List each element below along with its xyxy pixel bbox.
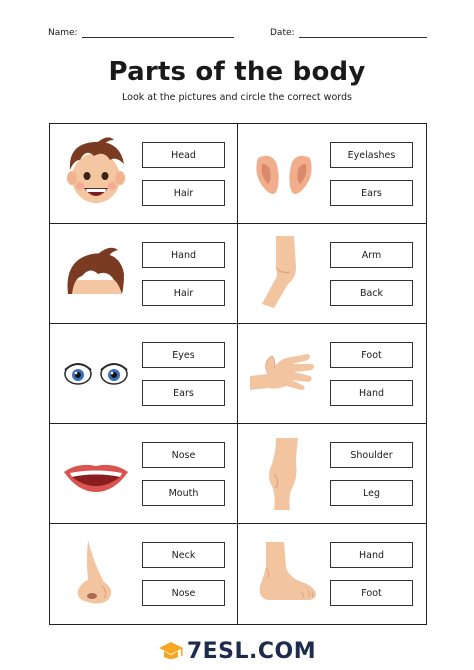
date-line[interactable] — [299, 27, 427, 38]
option-box[interactable]: Hand — [142, 242, 225, 268]
date-field[interactable] — [270, 27, 427, 38]
elbow-leg-icon — [246, 434, 322, 512]
option-box[interactable]: Head — [142, 142, 225, 168]
exercise-cell — [238, 424, 426, 524]
footer — [0, 636, 474, 666]
exercise-cell — [238, 124, 426, 224]
arm-icon — [246, 234, 322, 312]
hair-icon — [58, 234, 134, 312]
option-box[interactable]: Neck — [142, 542, 225, 568]
brand-name: 7ESL.COM — [186, 638, 317, 664]
graduation-cap-icon — [158, 640, 184, 662]
exercise-grid — [49, 123, 427, 625]
option-box[interactable]: Eyelashes — [330, 142, 413, 168]
option-box[interactable]: Nose — [142, 442, 225, 468]
worksheet-header — [48, 27, 428, 43]
option-box[interactable]: Foot — [330, 342, 413, 368]
option-box[interactable]: Hand — [330, 380, 413, 406]
exercise-cell — [50, 524, 238, 624]
foot-icon — [246, 534, 322, 612]
exercise-cell — [238, 224, 426, 324]
mouth-icon — [58, 434, 134, 512]
eyes-icon — [58, 334, 134, 412]
option-box[interactable]: Back — [330, 280, 413, 306]
boy-face-icon — [58, 134, 134, 212]
option-box[interactable]: Ears — [142, 380, 225, 406]
hand-icon — [246, 334, 322, 412]
page-subtitle: Look at the pictures and circle the correct words — [122, 92, 352, 103]
name-line[interactable] — [82, 27, 234, 38]
option-box[interactable]: Shoulder — [330, 442, 413, 468]
option-box[interactable]: Arm — [330, 242, 413, 268]
option-box[interactable]: Leg — [330, 480, 413, 506]
brand-logo — [158, 639, 316, 664]
name-field[interactable] — [48, 27, 234, 38]
option-box[interactable]: Hair — [142, 280, 225, 306]
name-label: Name: — [48, 28, 78, 38]
option-box[interactable]: Eyes — [142, 342, 225, 368]
exercise-cell — [238, 324, 426, 424]
option-box[interactable]: Hand — [330, 542, 413, 568]
nose-icon — [58, 534, 134, 612]
option-box[interactable]: Nose — [142, 580, 225, 606]
exercise-cell — [238, 524, 426, 624]
exercise-cell — [50, 324, 238, 424]
option-box[interactable]: Foot — [330, 580, 413, 606]
exercise-cell — [50, 424, 238, 524]
option-box[interactable]: Mouth — [142, 480, 225, 506]
exercise-cell — [50, 124, 238, 224]
exercise-cell — [50, 224, 238, 324]
date-label: Date: — [270, 28, 295, 38]
ears-icon — [246, 134, 322, 212]
page-title: Parts of the body — [108, 57, 366, 87]
option-box[interactable]: Hair — [142, 180, 225, 206]
option-box[interactable]: Ears — [330, 180, 413, 206]
